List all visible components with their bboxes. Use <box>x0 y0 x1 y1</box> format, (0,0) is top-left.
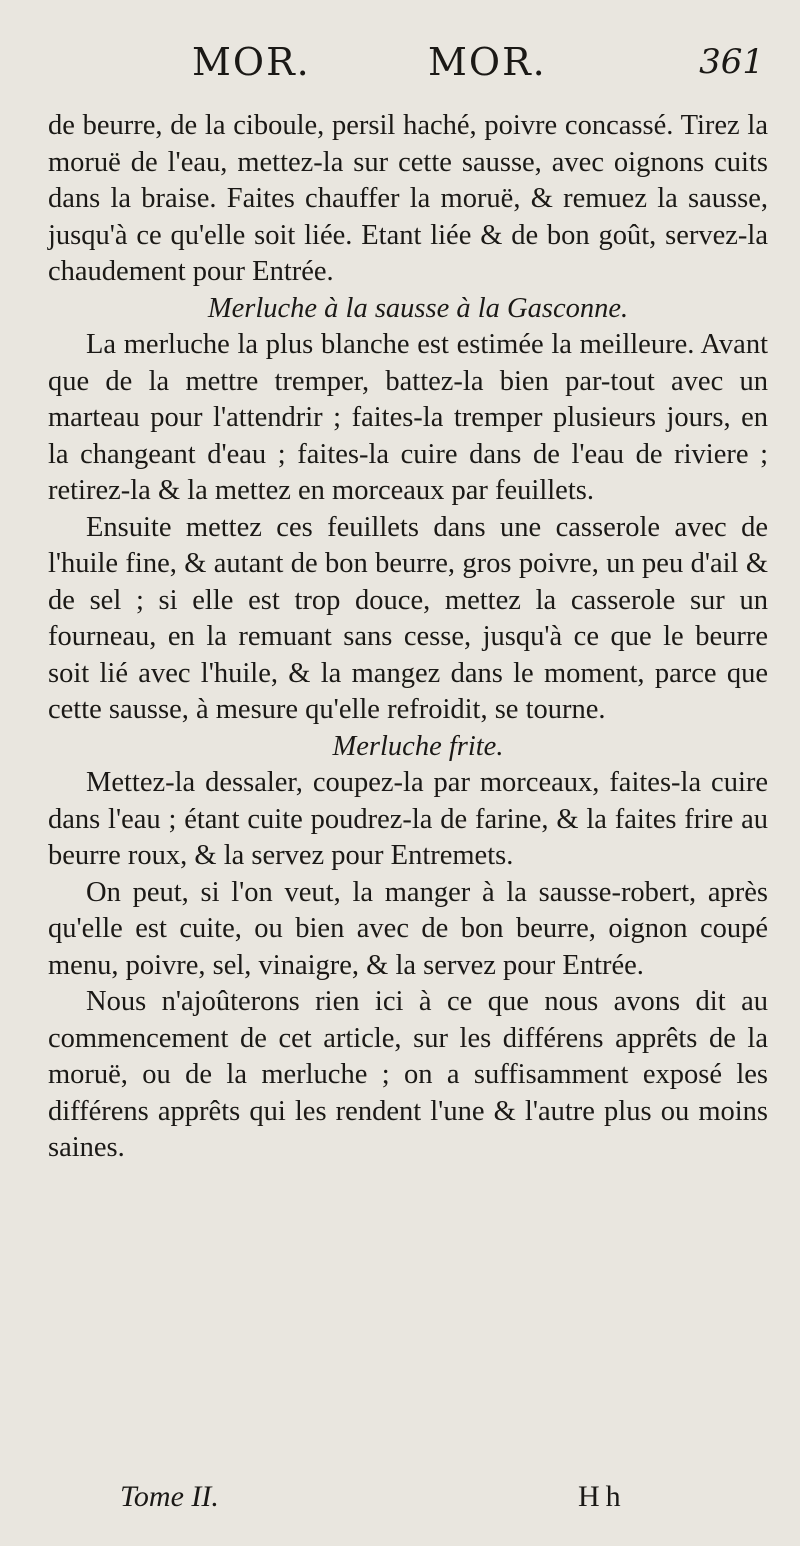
page-footer <box>0 1480 800 1520</box>
page-body <box>48 108 768 1167</box>
running-header <box>48 38 768 108</box>
header-right-title: MOR. <box>428 40 547 84</box>
body-paragraph: Mettez-la dessaler, coupez-la par morceaux, faites-la cuire dans l'eau ; étant cuite poudrez-la de farine, & la faites frire au beurre roux, & la servez pour Entremets. <box>48 767 768 871</box>
volume-label: Tome II. <box>120 1480 219 1513</box>
signature-mark: Hh <box>578 1480 627 1513</box>
body-paragraph: On peut, si l'on veut, la manger à la sausse-robert, après qu'elle est cuite, ou bien avec de bon beurre, oignon coupé menu, poivre, sel, vinaigre, & la servez pour Entrée. <box>48 876 768 981</box>
header-left-title: MOR. <box>192 40 311 84</box>
body-paragraph: Ensuite mettez ces feuillets dans une casserole avec de l'huile fine, & autant de bon beurre, gros poivre, un peu d'ail & de sel ; si elle est trop douce, mettez la casserole sur un fourneau, en la remuant sans cesse, jusqu'à ce que le beurre soit lié avec l'huile, & la mangez dans le moment, parce que cette sausse, à mesure qu'elle refroidit, se tourne. <box>48 511 768 725</box>
section-heading: Merluche à la sausse à la Gasconne. <box>207 292 629 324</box>
body-paragraph: La merluche la plus blanche est estimée la meilleure. Avant que de la mettre tremper, battez-la bien par-tout avec un marteau pour l'attendrir ; faites-la tremper plusieurs jours, en la changeant d'eau ; faites-la cuire dans de l'eau de riviere ; retirez-la & la mettez en morceaux par feuillets. <box>48 329 768 506</box>
page-number: 361 <box>699 42 764 82</box>
section-heading: Merluche frite. <box>332 730 504 762</box>
body-paragraph: de beurre, de la ciboule, persil haché, poivre concassé. Tirez la moruë de l'eau, mettez-la sur cette sausse, avec oignons cuits dans la braise. Faites chauffer la moruë, & remuez la sausse, jusqu'à ce qu'elle soit liée. Etant liée & de bon goût, servez-la chaudement pour Entrée. <box>48 110 768 287</box>
body-paragraph: Nous n'ajoûterons rien ici à ce que nous avons dit au commencement de cet article, sur les différens apprêts de la moruë, ou de la merluche ; on a suffisamment exposé les différens apprêts qui les rendent l'une & l'autre plus ou moins saines. <box>48 986 768 1163</box>
